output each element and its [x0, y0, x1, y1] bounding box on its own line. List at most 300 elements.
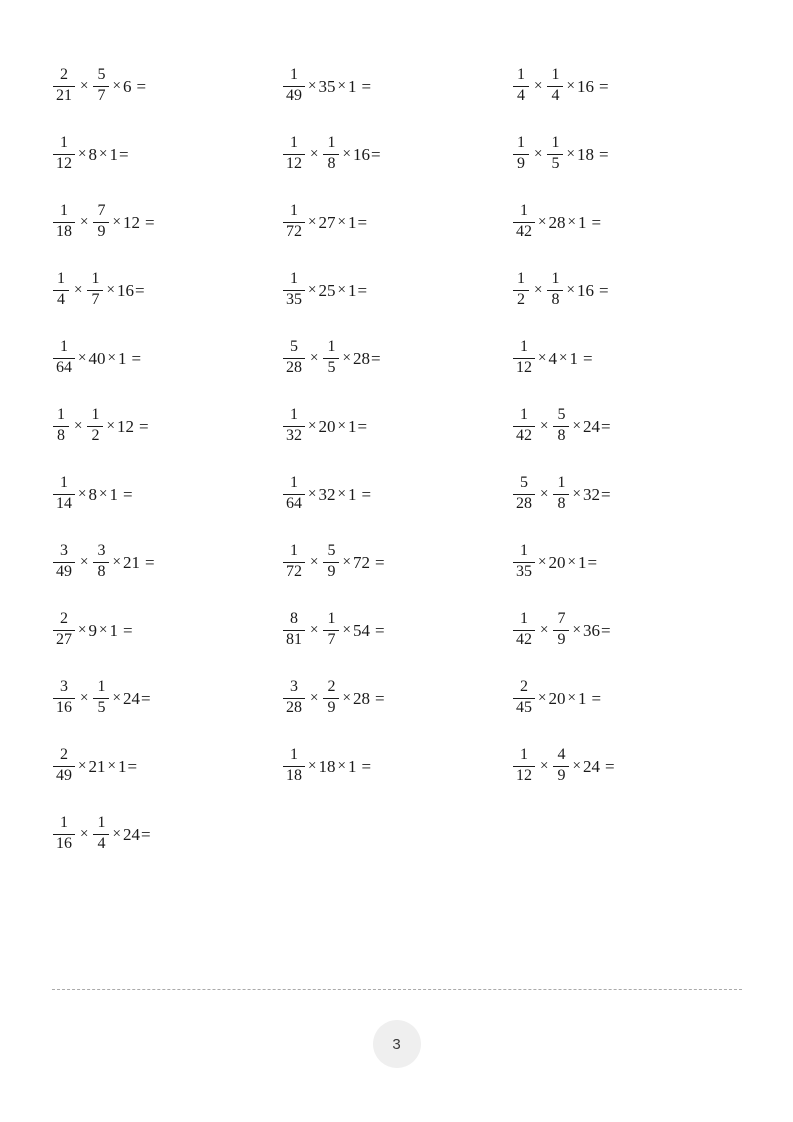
integer-operand-2: 1: [347, 484, 357, 504]
multiply-sign: ×: [538, 553, 547, 570]
numerator: 1: [290, 474, 298, 492]
denominator: 9: [327, 699, 336, 716]
multiply-sign: ×: [558, 349, 568, 366]
denominator: 4: [551, 87, 560, 104]
denominator: 9: [517, 155, 525, 172]
multiply-sign: ×: [74, 417, 83, 434]
problem-cell: [512, 732, 742, 800]
fraction-first: [283, 339, 305, 377]
math-expression: [512, 407, 611, 445]
problem-row: [52, 460, 742, 528]
equals-sign: =: [136, 76, 147, 96]
denominator: 12: [56, 155, 72, 172]
numerator: 1: [290, 66, 298, 84]
denominator: 4: [97, 835, 106, 852]
problem-grid: [52, 52, 742, 868]
multiply-sign: ×: [98, 621, 108, 638]
denominator: 8: [557, 427, 566, 444]
equals-sign: =: [134, 280, 145, 300]
math-expression: [512, 271, 609, 309]
fraction-first: [283, 747, 305, 785]
numerator: 8: [290, 610, 298, 628]
equals-sign: =: [600, 484, 611, 504]
fraction-first: [513, 407, 535, 445]
numerator: 3: [290, 678, 298, 696]
numerator: 2: [60, 610, 68, 628]
integer-operand: 27: [318, 212, 336, 232]
problem-cell: [52, 256, 282, 324]
integer-operand: 35: [318, 76, 336, 96]
problem-cell: [512, 120, 742, 188]
problem-cell: [282, 324, 512, 392]
numerator: 7: [557, 610, 566, 628]
numerator: 1: [57, 406, 65, 424]
denominator: 12: [286, 155, 302, 172]
problem-cell: [52, 528, 282, 596]
denominator: 28: [516, 495, 532, 512]
integer-operand-2: 1: [117, 756, 127, 776]
math-expression: [282, 747, 371, 785]
equals-sign: =: [122, 484, 133, 504]
math-expression: [52, 271, 145, 309]
problem-cell: [512, 528, 742, 596]
math-expression: [512, 339, 593, 377]
fraction-first: [283, 271, 305, 309]
fraction-first: [53, 407, 69, 445]
numerator: 5: [327, 542, 336, 560]
problem-cell: [282, 732, 512, 800]
fraction-second: [553, 747, 569, 785]
numerator: 1: [60, 814, 68, 832]
numerator: 7: [97, 202, 106, 220]
integer-operand: 8: [88, 144, 97, 164]
equals-sign: =: [357, 280, 368, 300]
math-expression: [52, 475, 133, 513]
multiply-sign: ×: [112, 77, 121, 94]
integer-operand: 20: [318, 416, 336, 436]
multiply-sign: ×: [534, 281, 543, 298]
equals-sign: =: [138, 416, 149, 436]
denominator: 42: [516, 427, 532, 444]
multiply-sign: ×: [78, 349, 87, 366]
math-expression: [282, 339, 381, 377]
problem-cell: [282, 392, 512, 460]
multiply-sign: ×: [540, 417, 549, 434]
math-expression: [282, 67, 371, 105]
problem-cell: [512, 52, 742, 120]
fraction-first: [513, 271, 529, 309]
numerator: 1: [290, 406, 298, 424]
fraction-first: [283, 135, 305, 173]
numerator: 1: [520, 406, 528, 424]
numerator: 1: [517, 66, 525, 84]
integer-operand: 24: [582, 756, 600, 776]
denominator: 12: [516, 767, 532, 784]
numerator: 4: [557, 746, 566, 764]
integer-operand: 24: [122, 688, 140, 708]
denominator: 49: [56, 767, 72, 784]
numerator: 1: [327, 134, 336, 152]
fraction-second: [87, 407, 103, 445]
denominator: 42: [516, 223, 532, 240]
integer-operand: 12: [122, 212, 140, 232]
multiply-sign: ×: [567, 553, 576, 570]
math-expression: [512, 679, 601, 717]
math-expression: [52, 203, 155, 241]
fraction-second: [87, 271, 103, 309]
denominator: 9: [327, 563, 336, 580]
multiply-sign: ×: [74, 281, 83, 298]
denominator: 64: [56, 359, 72, 376]
fraction-second: [547, 271, 563, 309]
multiply-sign: ×: [572, 485, 581, 502]
math-expression: [282, 679, 385, 717]
numerator: 1: [97, 814, 106, 832]
multiply-sign: ×: [80, 825, 89, 842]
multiply-sign: ×: [342, 349, 351, 366]
fraction-second: [323, 135, 339, 173]
integer-operand: 21: [122, 552, 140, 572]
math-expression: [512, 135, 609, 173]
page-number: 3: [373, 1020, 421, 1068]
math-expression: [512, 475, 611, 513]
equals-sign: =: [361, 484, 372, 504]
math-expression: [512, 543, 597, 581]
fraction-first: [53, 203, 75, 241]
problem-cell: [512, 664, 742, 732]
integer-operand: 20: [548, 552, 566, 572]
fraction-first: [53, 679, 75, 717]
multiply-sign: ×: [310, 553, 319, 570]
denominator: 4: [517, 87, 525, 104]
numerator: 1: [290, 134, 298, 152]
equals-sign: =: [361, 76, 372, 96]
equals-sign: =: [598, 144, 609, 164]
math-expression: [512, 67, 609, 105]
multiply-sign: ×: [112, 553, 121, 570]
numerator: 5: [97, 66, 106, 84]
multiply-sign: ×: [538, 213, 547, 230]
math-expression: [52, 543, 155, 581]
numerator: 1: [60, 134, 68, 152]
multiply-sign: ×: [112, 689, 121, 706]
problem-cell: [52, 120, 282, 188]
integer-operand-2: 1: [577, 212, 587, 232]
problem-cell: [52, 324, 282, 392]
integer-operand-2: 1: [109, 484, 118, 504]
multiply-sign: ×: [106, 417, 115, 434]
integer-operand: 16: [352, 144, 370, 164]
fraction-first: [283, 67, 305, 105]
fraction-first: [53, 543, 75, 581]
integer-operand: 8: [88, 484, 97, 504]
integer-operand: 28: [548, 212, 566, 232]
math-expression: [52, 339, 141, 377]
equals-sign: =: [127, 756, 138, 776]
multiply-sign: ×: [540, 485, 549, 502]
denominator: 35: [286, 291, 302, 308]
integer-operand: 9: [88, 620, 97, 640]
multiply-sign: ×: [566, 145, 575, 162]
multiply-sign: ×: [342, 145, 351, 162]
multiply-sign: ×: [80, 553, 89, 570]
multiply-sign: ×: [337, 417, 346, 434]
fraction-second: [93, 679, 109, 717]
integer-operand: 32: [582, 484, 600, 504]
multiply-sign: ×: [112, 213, 121, 230]
denominator: 8: [327, 155, 336, 172]
problem-row: [52, 52, 742, 120]
fraction-first: [283, 543, 305, 581]
numerator: 1: [97, 678, 106, 696]
math-expression: [512, 747, 615, 785]
denominator: 42: [516, 631, 532, 648]
integer-operand-2: 1: [109, 144, 118, 164]
equals-sign: =: [144, 212, 155, 232]
multiply-sign: ×: [538, 689, 547, 706]
equals-sign: =: [122, 620, 133, 640]
fraction-second: [93, 67, 109, 105]
multiply-sign: ×: [567, 213, 576, 230]
integer-operand-2: 1: [347, 756, 357, 776]
problem-row: [52, 324, 742, 392]
integer-operand: 16: [576, 280, 594, 300]
equals-sign: =: [582, 348, 593, 368]
problem-cell: [282, 188, 512, 256]
problem-cell: [52, 460, 282, 528]
equals-sign: =: [370, 144, 381, 164]
multiply-sign: ×: [80, 213, 89, 230]
numerator: 2: [60, 746, 68, 764]
fraction-first: [513, 747, 535, 785]
denominator: 8: [97, 563, 106, 580]
multiply-sign: ×: [337, 757, 346, 774]
problem-cell: [52, 392, 282, 460]
numerator: 3: [60, 678, 68, 696]
numerator: 2: [327, 678, 336, 696]
math-expression: [282, 611, 385, 649]
fraction-first: [513, 67, 529, 105]
numerator: 1: [290, 270, 298, 288]
problem-cell: [282, 528, 512, 596]
math-expression: [52, 135, 129, 173]
problem-cell: [512, 596, 742, 664]
numerator: 1: [551, 134, 560, 152]
multiply-sign: ×: [337, 213, 346, 230]
multiply-sign: ×: [337, 77, 346, 94]
integer-operand-2: 1: [347, 416, 357, 436]
problem-row: [52, 188, 742, 256]
problem-cell: [52, 596, 282, 664]
fraction-first: [513, 475, 535, 513]
denominator: 27: [56, 631, 72, 648]
math-expression: [52, 679, 151, 717]
fraction-second: [547, 67, 563, 105]
problem-row: [52, 528, 742, 596]
math-expression: [52, 815, 151, 853]
integer-operand: 54: [352, 620, 370, 640]
integer-operand: 16: [576, 76, 594, 96]
equals-sign: =: [600, 620, 611, 640]
numerator: 1: [290, 202, 298, 220]
denominator: 7: [327, 631, 336, 648]
integer-operand: 40: [88, 348, 106, 368]
problem-cell: [282, 596, 512, 664]
integer-operand-2: 1: [577, 552, 587, 572]
integer-operand: 28: [352, 348, 370, 368]
denominator: 9: [97, 223, 106, 240]
equals-sign: =: [361, 756, 372, 776]
denominator: 5: [551, 155, 560, 172]
multiply-sign: ×: [78, 145, 87, 162]
problem-row: [52, 256, 742, 324]
math-expression: [282, 543, 385, 581]
equals-sign: =: [144, 552, 155, 572]
equals-sign: =: [140, 688, 151, 708]
equals-sign: =: [587, 552, 598, 572]
integer-operand-2: 1: [347, 280, 357, 300]
integer-operand: 21: [88, 756, 106, 776]
fraction-first: [283, 203, 305, 241]
denominator: 8: [557, 495, 566, 512]
math-expression: [282, 407, 367, 445]
denominator: 28: [286, 359, 302, 376]
equals-sign: =: [600, 416, 611, 436]
multiply-sign: ×: [566, 281, 575, 298]
integer-operand: 16: [116, 280, 134, 300]
numerator: 1: [57, 270, 65, 288]
fraction-second: [323, 611, 339, 649]
denominator: 2: [517, 291, 525, 308]
fraction-first: [513, 679, 535, 717]
multiply-sign: ×: [572, 621, 581, 638]
multiply-sign: ×: [308, 77, 317, 94]
fraction-first: [513, 135, 529, 173]
denominator: 7: [97, 87, 106, 104]
fraction-second: [93, 543, 109, 581]
multiply-sign: ×: [342, 689, 351, 706]
problem-cell: [52, 800, 282, 868]
denominator: 45: [516, 699, 532, 716]
numerator: 1: [517, 134, 525, 152]
fraction-first: [513, 203, 535, 241]
multiply-sign: ×: [572, 757, 581, 774]
multiply-sign: ×: [308, 757, 317, 774]
numerator: 1: [520, 202, 528, 220]
numerator: 3: [60, 542, 68, 560]
fraction-first: [53, 339, 75, 377]
problem-cell: [282, 120, 512, 188]
problem-cell: [52, 732, 282, 800]
problem-row: [52, 596, 742, 664]
multiply-sign: ×: [112, 825, 121, 842]
fraction-first: [53, 135, 75, 173]
fraction-first: [53, 475, 75, 513]
equals-sign: =: [598, 280, 609, 300]
denominator: 8: [551, 291, 560, 308]
equals-sign: =: [357, 416, 368, 436]
multiply-sign: ×: [342, 621, 351, 638]
multiply-sign: ×: [98, 145, 108, 162]
integer-operand: 18: [576, 144, 594, 164]
problem-cell: [52, 664, 282, 732]
problem-row: [52, 664, 742, 732]
multiply-sign: ×: [567, 689, 576, 706]
denominator: 32: [286, 427, 302, 444]
math-expression: [512, 611, 611, 649]
numerator: 1: [327, 610, 336, 628]
fraction-second: [323, 543, 339, 581]
fraction-second: [547, 135, 563, 173]
footer-divider: [52, 989, 742, 990]
fraction-second: [553, 407, 569, 445]
integer-operand: 72: [352, 552, 370, 572]
integer-operand-2: 1: [347, 76, 357, 96]
multiply-sign: ×: [337, 281, 346, 298]
integer-operand: 12: [116, 416, 134, 436]
multiply-sign: ×: [78, 621, 87, 638]
equals-sign: =: [118, 144, 129, 164]
numerator: 1: [517, 270, 525, 288]
integer-operand-2: 1: [347, 212, 357, 232]
fraction-second: [93, 203, 109, 241]
multiply-sign: ×: [107, 349, 116, 366]
numerator: 1: [520, 610, 528, 628]
integer-operand: 4: [548, 348, 557, 368]
denominator: 7: [91, 291, 100, 308]
numerator: 1: [557, 474, 566, 492]
multiply-sign: ×: [566, 77, 575, 94]
math-expression: [282, 475, 371, 513]
multiply-sign: ×: [534, 145, 543, 162]
numerator: 5: [520, 474, 528, 492]
multiply-sign: ×: [534, 77, 543, 94]
fraction-first: [53, 271, 69, 309]
equals-sign: =: [374, 552, 385, 572]
denominator: 35: [516, 563, 532, 580]
denominator: 8: [57, 427, 65, 444]
denominator: 49: [56, 563, 72, 580]
equals-sign: =: [357, 212, 368, 232]
fraction-first: [513, 611, 535, 649]
integer-operand-2: 1: [117, 348, 127, 368]
math-expression: [512, 203, 601, 241]
multiply-sign: ×: [310, 621, 319, 638]
fraction-first: [283, 475, 305, 513]
numerator: 1: [551, 270, 560, 288]
integer-operand: 36: [582, 620, 600, 640]
numerator: 1: [91, 406, 100, 424]
equals-sign: =: [374, 688, 385, 708]
integer-operand-2: 1: [569, 348, 578, 368]
fraction-second: [553, 611, 569, 649]
numerator: 1: [60, 202, 68, 220]
denominator: 9: [557, 767, 566, 784]
integer-operand-2: 1: [577, 688, 587, 708]
denominator: 5: [327, 359, 336, 376]
fraction-first: [283, 611, 305, 649]
equals-sign: =: [604, 756, 615, 776]
problem-row: [52, 392, 742, 460]
problem-cell: [512, 188, 742, 256]
numerator: 1: [290, 746, 298, 764]
problem-cell: [282, 664, 512, 732]
multiply-sign: ×: [572, 417, 581, 434]
denominator: 14: [56, 495, 72, 512]
denominator: 72: [286, 223, 302, 240]
problem-cell: [282, 460, 512, 528]
equals-sign: =: [374, 620, 385, 640]
